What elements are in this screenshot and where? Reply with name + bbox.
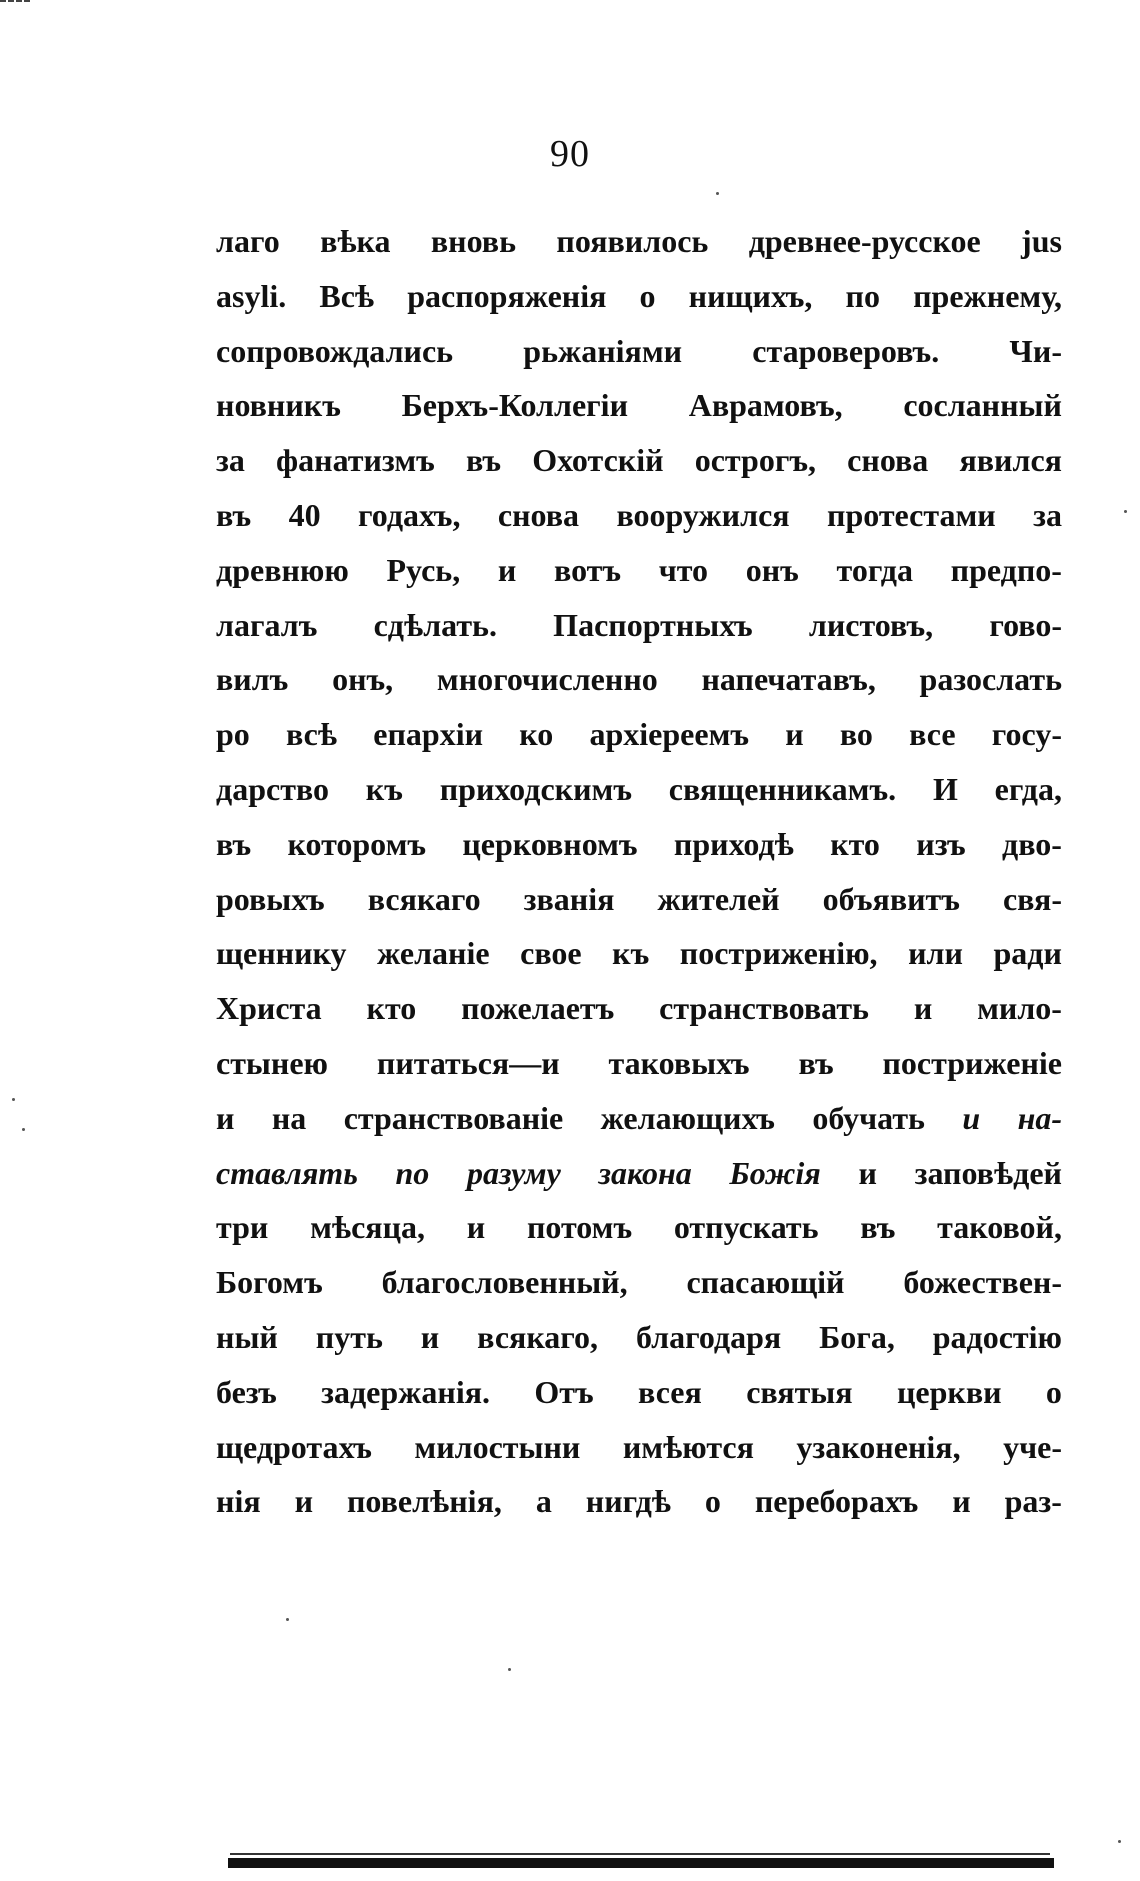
word: разуму: [466, 1154, 561, 1191]
word: святыя: [746, 1373, 853, 1410]
word: свя-: [1002, 880, 1062, 917]
text-line: [216, 598, 1062, 653]
word: отпускать: [673, 1209, 819, 1246]
word: прежнему,: [913, 277, 1062, 314]
word: и: [216, 1099, 235, 1136]
word: и: [952, 1483, 971, 1520]
word: фанатизмъ: [276, 442, 435, 479]
word: напечатавъ,: [701, 661, 876, 698]
word: разослать: [919, 661, 1062, 698]
bottom-edge-line: [230, 1853, 1050, 1855]
word: дарство: [216, 770, 329, 807]
word: епархіи: [373, 716, 484, 753]
word: Чи-: [1009, 332, 1062, 369]
word: и: [858, 1154, 877, 1191]
word: всякаго: [367, 880, 481, 917]
word: ровыхъ: [216, 880, 325, 917]
word: къ: [612, 935, 650, 972]
word: священникамъ.: [668, 770, 897, 807]
word: jus: [1021, 223, 1062, 259]
word: по: [845, 277, 880, 314]
word: церковномъ: [462, 825, 638, 862]
word: закона: [598, 1154, 692, 1191]
word: постриженіе: [882, 1044, 1062, 1081]
word: И: [932, 770, 958, 807]
body-text: [216, 214, 1062, 1529]
word: свое: [520, 935, 582, 972]
word: новникъ: [216, 387, 341, 424]
word: спасающій: [686, 1264, 845, 1301]
word: заповѣдей: [914, 1154, 1062, 1191]
word: Божія: [729, 1154, 821, 1191]
word: всѣ: [286, 716, 338, 753]
corner-scan-mark: [0, 0, 30, 2]
scan-speck: [286, 1618, 289, 1621]
word: вновь: [430, 223, 516, 259]
word: таковыхъ: [608, 1044, 750, 1081]
word: вотъ: [554, 551, 622, 588]
word: щедротахъ: [216, 1428, 372, 1465]
word: нигдѣ: [585, 1483, 671, 1520]
word: тогда: [836, 551, 913, 588]
word: о: [1045, 1373, 1062, 1410]
word: сопровождались: [216, 332, 454, 369]
word: острогъ,: [694, 442, 817, 479]
word: радостію: [932, 1318, 1062, 1355]
text-line: [216, 652, 1062, 707]
word: рьжаніями: [523, 332, 683, 369]
word: онъ: [745, 551, 799, 588]
word: странствовать: [659, 990, 869, 1027]
word: желающихъ: [600, 1099, 775, 1136]
text-line: [216, 1146, 1062, 1201]
word: въ: [216, 496, 252, 533]
word: Всѣ: [319, 277, 375, 314]
word: и: [913, 990, 933, 1027]
scan-speck: [12, 1098, 15, 1101]
word: обучать: [812, 1099, 925, 1136]
scan-speck: [1124, 510, 1127, 513]
word: Христа: [216, 990, 322, 1027]
text-line: [216, 324, 1062, 379]
word: лагалъ: [216, 606, 318, 643]
word: въ: [798, 1044, 834, 1081]
word: нищихъ,: [688, 277, 813, 314]
word: или: [908, 935, 963, 972]
scan-speck: [508, 1668, 511, 1671]
word: сдѣлать.: [373, 606, 497, 643]
word: протестами: [827, 496, 996, 533]
word: желаніе: [377, 935, 490, 972]
word: щеннику: [216, 935, 347, 972]
word: архіереемъ: [589, 716, 750, 753]
word: онъ,: [332, 661, 394, 698]
word: кто: [830, 825, 880, 862]
text-line: [216, 872, 1062, 927]
word: потомъ: [526, 1209, 633, 1246]
word: древнее-русское: [748, 223, 981, 259]
text-line: [216, 926, 1062, 981]
word: и: [962, 1099, 981, 1136]
text-line: [216, 1036, 1062, 1091]
word: мило-: [977, 990, 1062, 1027]
bottom-edge-bar: [228, 1858, 1054, 1868]
word: Охотскій: [532, 442, 664, 479]
word: нія: [216, 1483, 261, 1520]
word: переборахъ: [754, 1483, 919, 1520]
scan-speck: [716, 192, 719, 195]
word: егда,: [994, 770, 1062, 807]
text-line: [216, 543, 1062, 598]
word: уче-: [1003, 1428, 1062, 1465]
word: благодаря: [635, 1318, 782, 1355]
text-line: [216, 488, 1062, 543]
word: въ: [216, 825, 252, 862]
text-line: [216, 707, 1062, 762]
word: что: [658, 551, 709, 588]
word: на: [271, 1099, 307, 1136]
word: все: [909, 716, 956, 753]
word: вѣка: [320, 223, 391, 259]
word: три: [216, 1209, 269, 1246]
scan-speck: [22, 1128, 25, 1131]
text-line: [216, 817, 1062, 872]
word: приходѣ: [673, 825, 794, 862]
scan-speck: [1118, 1840, 1121, 1843]
word: повелѣнія,: [346, 1483, 502, 1520]
word: за: [216, 442, 245, 479]
text-line: [216, 433, 1062, 488]
word: листовъ,: [808, 606, 934, 643]
word: въ: [465, 442, 502, 479]
text-line: [216, 981, 1062, 1036]
word: мѣсяца,: [310, 1209, 426, 1246]
word: объявитъ: [822, 880, 960, 917]
word: ро: [216, 716, 250, 753]
word: ставлять: [216, 1154, 358, 1191]
word: явился: [959, 442, 1062, 479]
text-line: [216, 378, 1062, 433]
word: таковой,: [937, 1209, 1062, 1246]
text-line: [216, 1091, 1062, 1146]
word: а: [535, 1483, 552, 1520]
word: кто: [366, 990, 417, 1027]
word: снова: [497, 496, 580, 533]
word: дво-: [1002, 825, 1062, 862]
word: узаконенія,: [796, 1428, 961, 1465]
word: многочисленно: [436, 661, 658, 698]
word: 40: [288, 496, 321, 533]
word: Паспортныхъ: [553, 606, 753, 643]
word: староверовъ.: [752, 332, 940, 369]
word: по: [395, 1154, 430, 1191]
word: и: [497, 551, 517, 588]
text-line: [216, 269, 1062, 324]
word: задержанія.: [321, 1373, 491, 1410]
text-line: [216, 762, 1062, 817]
word: церкви: [896, 1373, 1002, 1410]
word: Богомъ: [216, 1264, 323, 1301]
word: о: [704, 1483, 721, 1520]
word: лаго: [216, 223, 280, 259]
word: о: [639, 277, 656, 314]
text-line: [216, 1310, 1062, 1365]
word: божествен-: [903, 1264, 1062, 1301]
word: имѣются: [622, 1428, 754, 1465]
word: питаться—и: [376, 1044, 560, 1081]
text-line: [216, 1365, 1062, 1420]
word: и: [785, 716, 804, 753]
word: появилось: [556, 223, 709, 259]
word: и: [420, 1318, 440, 1355]
word: къ: [365, 770, 403, 807]
word: снова: [847, 442, 929, 479]
word: распоряженія: [407, 277, 607, 314]
text-line: [216, 1255, 1062, 1310]
word: предпо-: [950, 551, 1062, 588]
word: во: [839, 716, 873, 753]
word: стынею: [216, 1044, 328, 1081]
word: и: [294, 1483, 314, 1520]
word: званія: [523, 880, 615, 917]
word: которомъ: [287, 825, 427, 862]
text-line: [216, 1420, 1062, 1475]
word: древнюю: [216, 551, 349, 588]
word: на-: [1017, 1099, 1062, 1136]
word: госу-: [991, 716, 1062, 753]
word: безъ: [216, 1373, 277, 1410]
word: раз-: [1004, 1483, 1062, 1520]
word: Русь,: [386, 551, 461, 588]
word: приходскимъ: [439, 770, 632, 807]
word: ко: [519, 716, 554, 753]
word: годахъ,: [358, 496, 461, 533]
word: всякаго,: [477, 1318, 599, 1355]
word: Бога,: [819, 1318, 895, 1355]
word: ный: [216, 1318, 278, 1355]
text-line: [216, 1474, 1062, 1529]
word: изъ: [916, 825, 966, 862]
word: Берхъ-Коллегіи: [401, 387, 628, 424]
word: въ: [860, 1209, 896, 1246]
word: жителей: [657, 880, 780, 917]
page-number: 90: [550, 133, 590, 175]
word: благословенный,: [381, 1264, 628, 1301]
word: вооружился: [616, 496, 790, 533]
word: и: [466, 1209, 486, 1246]
word: Отъ: [534, 1373, 594, 1410]
word: asyli.: [216, 277, 287, 314]
word: сосланный: [903, 387, 1062, 424]
text-line: [216, 214, 1062, 269]
word: путь: [315, 1318, 383, 1355]
word: странствованіе: [343, 1099, 564, 1136]
text-line: [216, 1200, 1062, 1255]
word: милостыни: [414, 1428, 581, 1465]
word: ради: [993, 935, 1062, 972]
word: вилъ: [216, 661, 289, 698]
word: всея: [638, 1373, 702, 1410]
word: за: [1033, 496, 1062, 533]
word: гово-: [989, 606, 1062, 643]
word: Аврамовъ,: [688, 387, 843, 424]
word: пожелаетъ: [461, 990, 615, 1027]
word: постриженію,: [679, 935, 878, 972]
